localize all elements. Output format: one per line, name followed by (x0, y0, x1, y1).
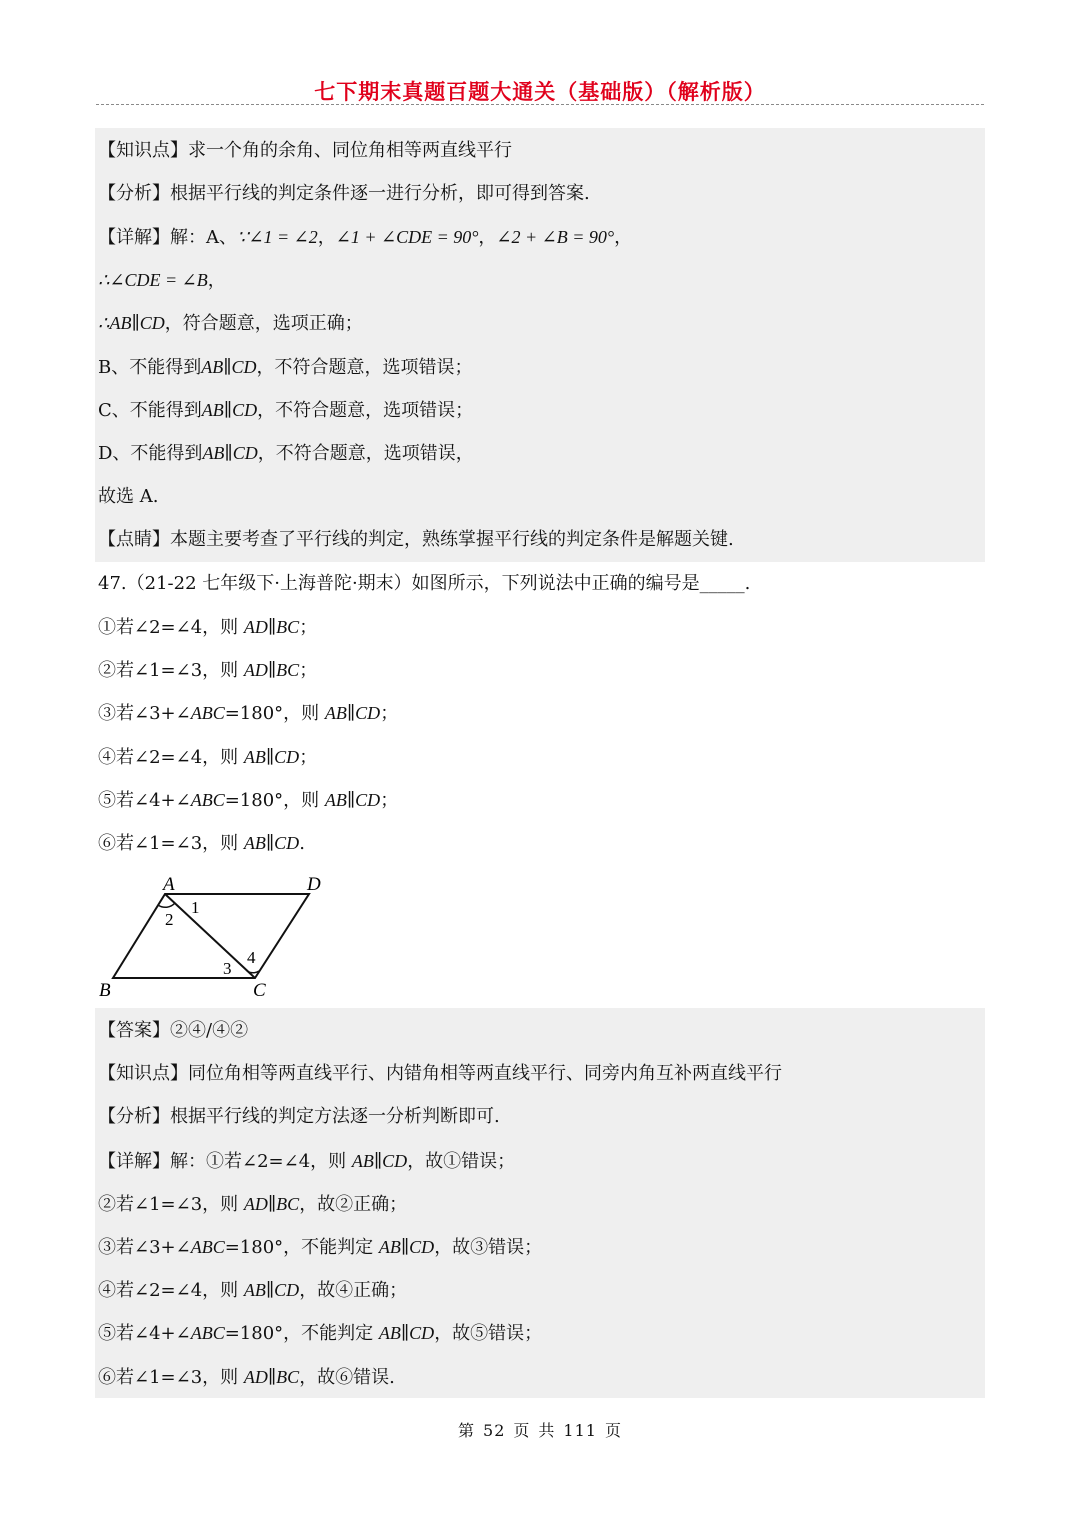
detail-prefix: 【详解】解：A、 (98, 227, 237, 248)
step-tail: ，故⑤错误； (434, 1323, 543, 1344)
item-tail: ； (299, 660, 318, 681)
question-item-3 (98, 700, 398, 727)
item-math: AB∥CD (243, 747, 300, 767)
item-text: ⑥若∠1=∠3，则 (98, 833, 244, 854)
item-math-2: AB∥CD (324, 703, 381, 723)
option-d-prefix: D、不能得到 (98, 443, 203, 464)
detail-sep-1: ， (317, 227, 336, 248)
option-c-prefix: C、不能得到 (98, 400, 202, 421)
diagonal-ac (165, 894, 255, 978)
question-item-4 (98, 744, 317, 771)
therefore-line-1 (98, 267, 226, 294)
total-page-number: 111 (563, 1421, 597, 1440)
question-item-2 (98, 657, 317, 684)
prev-analysis-line: 【分析】根据平行线的判定条件逐一进行分析，即可得到答案. (98, 183, 590, 204)
option-d-tail: ，不符合题意，选项错误， (257, 443, 474, 464)
step-math: ABC (190, 1323, 225, 1343)
answer-knowledge-line: 【知识点】同位角相等两直线平行、内错角相等两直线平行、同旁内角互补两直线平行 (98, 1063, 782, 1084)
item-math: AD∥BC (243, 617, 300, 637)
therefore-line-2 (98, 310, 363, 337)
footer-di: 第 (458, 1421, 476, 1440)
answer-step-2 (98, 1191, 407, 1218)
therefore-tail-2: ，符合题意，选项正确； (164, 313, 363, 334)
answer-analysis-line: 【分析】根据平行线的判定方法逐一分析判断即可. (98, 1106, 500, 1127)
answer-step-4 (98, 1277, 407, 1304)
detail-sep-2: ， (478, 227, 497, 248)
therefore-tail-1: ， (207, 270, 226, 291)
item-math: ABC (190, 790, 225, 810)
answer-step-6 (98, 1364, 395, 1391)
option-b-tail: ，不符合题意，选项错误； (256, 357, 473, 378)
step-math: ABC (190, 1237, 225, 1257)
angle-arc-at-a (158, 903, 175, 907)
step-math: AD∥BC (243, 1367, 300, 1387)
point-label-a: A (163, 874, 175, 895)
prev-knowledge-line: 【知识点】求一个角的余角、同位角相等两直线平行 (98, 140, 512, 161)
header-divider (96, 104, 984, 105)
step-mid: =180°，不能判定 (224, 1323, 379, 1344)
step-math-2: AB∥CD (378, 1323, 435, 1343)
comment-line: 【点睛】本题主要考查了平行线的判定，熟练掌握平行线的判定条件是解题关键. (98, 529, 734, 550)
answer-step-1 (98, 1148, 515, 1175)
page-footer (0, 1418, 1080, 1441)
step-math-2: AB∥CD (378, 1237, 435, 1257)
detail-math-2: ∠1 + ∠CDE = 90° (335, 227, 479, 247)
point-label-b: B (99, 980, 111, 1001)
angle-label-4: 4 (247, 948, 256, 967)
option-b-prefix: B、不能得到 (98, 357, 202, 378)
step-tail: ，故⑥错误. (299, 1367, 395, 1388)
item-math: AD∥BC (243, 660, 300, 680)
step-tail: ，故④正确； (299, 1280, 408, 1301)
step-math: AD∥BC (243, 1194, 300, 1214)
question-item-6 (98, 830, 305, 857)
angle-label-2: 2 (165, 910, 174, 929)
item-text: ④若∠2=∠4，则 (98, 747, 244, 768)
choose-line: 故选 A. (98, 486, 159, 507)
point-label-c: C (253, 980, 266, 1001)
prev-detail-line (98, 224, 632, 251)
item-tail: ； (380, 703, 399, 724)
option-b-math: AB∥CD (201, 357, 257, 377)
option-d-math: AB∥CD (202, 443, 258, 463)
item-math-2: AB∥CD (324, 790, 381, 810)
parallelogram-figure (95, 868, 335, 1004)
question-stem: 47.（21-22 七年级下·上海普陀·期末）如图所示，下列说法中正确的编号是_____. (98, 573, 751, 594)
question-item-1 (98, 614, 317, 641)
item-mid: =180°，则 (224, 790, 325, 811)
therefore-math-2: ∴AB∥CD (98, 313, 165, 333)
item-text: ①若∠2=∠4，则 (98, 617, 244, 638)
item-tail: ； (299, 617, 318, 638)
item-tail: ； (299, 747, 318, 768)
step-text: ②若∠1=∠3，则 (98, 1194, 244, 1215)
item-mid: =180°，则 (224, 703, 325, 724)
point-label-d: D (307, 874, 321, 895)
detail-sep-3: ， (614, 227, 633, 248)
option-c-line (98, 397, 473, 424)
option-d-line (98, 440, 474, 467)
step-tail: ，故③错误； (434, 1237, 543, 1258)
answer-step-3 (98, 1234, 542, 1261)
footer-ye-2: 页 (604, 1421, 622, 1440)
angle-label-1: 1 (191, 898, 200, 917)
detail-math-3: ∠2 + ∠B = 90° (496, 227, 615, 247)
current-page-number: 52 (483, 1421, 506, 1440)
answer-line: 【答案】②④/④② (98, 1020, 249, 1041)
footer-ye: 页 (513, 1421, 531, 1440)
item-tail: . (299, 833, 305, 854)
therefore-math-1: ∴∠CDE = ∠B (98, 270, 208, 290)
step-math: AB∥CD (243, 1280, 300, 1300)
item-math: ABC (190, 703, 225, 723)
step-text: 【详解】解：①若∠2=∠4，则 (98, 1151, 352, 1172)
item-math: AB∥CD (243, 833, 300, 853)
item-text: ②若∠1=∠3，则 (98, 660, 244, 681)
footer-gong: 共 (538, 1421, 556, 1440)
item-text: ③若∠3+∠ (98, 703, 191, 724)
step-text: ⑤若∠4+∠ (98, 1323, 191, 1344)
angle-arc-at-c (247, 971, 259, 973)
step-tail: ，故①错误； (407, 1151, 516, 1172)
option-b-line (98, 354, 473, 381)
step-tail: ，故②正确； (299, 1194, 408, 1215)
option-c-tail: ，不符合题意，选项错误； (257, 400, 474, 421)
step-text: ⑥若∠1=∠3，则 (98, 1367, 244, 1388)
step-text: ④若∠2=∠4，则 (98, 1280, 244, 1301)
item-text: ⑤若∠4+∠ (98, 790, 191, 811)
question-item-5 (98, 787, 398, 814)
angle-label-3: 3 (223, 959, 232, 978)
step-mid: =180°，不能判定 (224, 1237, 379, 1258)
option-c-math: AB∥CD (201, 400, 258, 420)
detail-math-1: ∵∠1 = ∠2 (237, 227, 318, 247)
item-tail: ； (380, 790, 399, 811)
step-text: ③若∠3+∠ (98, 1237, 191, 1258)
document-header-title: 七下期末真题百题大通关（基础版）（解析版） (314, 80, 766, 104)
step-math: AB∥CD (351, 1151, 408, 1171)
answer-step-5 (98, 1320, 542, 1347)
